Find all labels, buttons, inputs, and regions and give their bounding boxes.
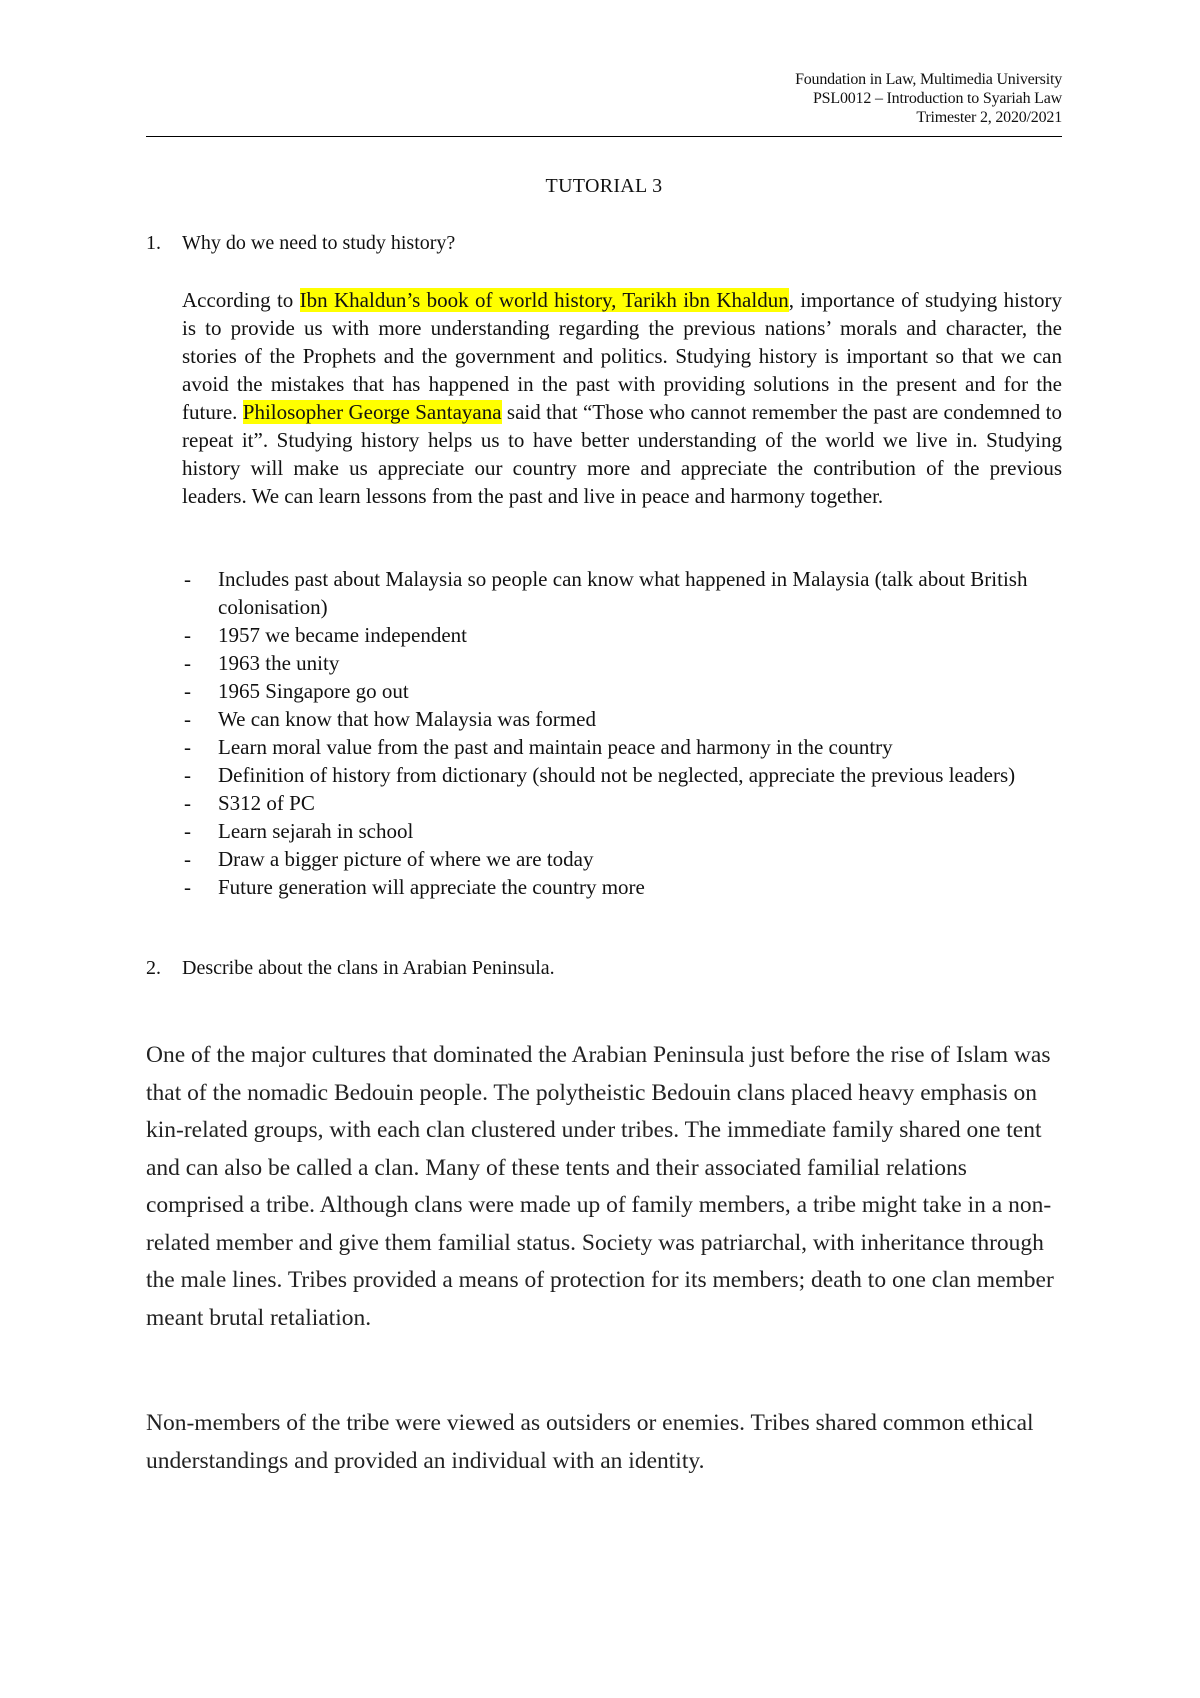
- list-item: [182, 733, 1062, 761]
- list-item-text: 1957 we became independent: [218, 623, 467, 647]
- list-item-text: Future generation will appreciate the country more: [218, 875, 645, 899]
- question-2-text: Describe about the clans in Arabian Peninsula.: [182, 957, 555, 979]
- answer-1-text: According to: [182, 288, 300, 312]
- bullet-dash: -: [184, 875, 191, 899]
- bullet-dash: -: [184, 623, 191, 647]
- highlight-santayana: Philosopher George Santayana: [242, 400, 502, 424]
- list-item: [182, 677, 1062, 705]
- answer-1-text: said that “Those who cannot remember the past are condemned to repeat it”. Studying history helps us to have better understanding of the world we live in. Studying history will make us appreciate our country more and appreciate the contribution of the previous leaders. We can learn lessons from the past and live in peace and harmony together.: [182, 400, 1062, 508]
- list-item: [182, 621, 1062, 649]
- list-item: [182, 649, 1062, 677]
- question-1-number: 1.: [146, 232, 161, 254]
- question-2-answer-paragraph-1: One of the major cultures that dominated the Arabian Peninsula just before the rise of Islam was that of the nomadic Bedouin people. The polytheistic Bedouin clans placed heavy emphasis on kin-related groups, with each clan clustered under tribes. The immediate family shared one tent and can also be called a clan. Many of these tents and their associated familial relations comprised a tribe. Although clans were made up of family members, a tribe might take in a non-related member and give them familial status. Society was patriarchal, with inheritance through the male lines. Tribes provided a means of protection for its members; death to one clan member meant brutal retaliation.: [146, 1042, 1054, 1331]
- list-item: [182, 705, 1062, 733]
- answer-1-text: , importance of studying history is to provide us with more understanding regarding the previous nations’ morals and character, the stories of the Prophets and the government and politics. Studying history is important so that we can avoid the mistakes that has happened in the past with providing solutions in the present and for the future.: [182, 288, 1062, 424]
- question-1-bullet-list: [182, 565, 1062, 901]
- question-1-text: Why do we need to study history?: [182, 232, 456, 254]
- bullet-dash: -: [184, 819, 191, 843]
- list-item-text: 1965 Singapore go out: [218, 679, 409, 703]
- question-2-answer-paragraph-2: Non-members of the tribe were viewed as outsiders or enemies. Tribes shared common ethical understandings and provided an individual with an identity.: [146, 1410, 1034, 1474]
- highlight-ibn-khaldun: Ibn Khaldun’s book of world history, Tarikh ibn Khaldun: [299, 288, 789, 312]
- page-title: TUTORIAL 3: [545, 175, 663, 197]
- bullet-dash: -: [184, 651, 191, 675]
- list-item-text: We can know that how Malaysia was formed: [218, 707, 596, 731]
- list-item: [182, 565, 1062, 621]
- list-item: [182, 873, 1062, 901]
- header-institution: Foundation in Law, Multimedia University: [795, 71, 1062, 88]
- list-item-text: S312 of PC: [218, 791, 315, 815]
- bullet-dash: -: [184, 791, 191, 815]
- list-item-text: Includes past about Malaysia so people can know what happened in Malaysia (talk about British colonisation): [218, 567, 1028, 619]
- question-2-number: 2.: [146, 957, 161, 979]
- list-item-text: 1963 the unity: [218, 651, 340, 675]
- list-item: [182, 761, 1062, 789]
- bullet-dash: -: [184, 679, 191, 703]
- bullet-dash: -: [184, 735, 191, 759]
- list-item: [182, 845, 1062, 873]
- header-trimester: Trimester 2, 2020/2021: [916, 109, 1062, 126]
- bullet-dash: -: [184, 707, 191, 731]
- bullet-dash: -: [184, 763, 191, 787]
- header-course: PSL0012 – Introduction to Syariah Law: [812, 90, 1062, 107]
- list-item: [182, 817, 1062, 845]
- header-rule: [146, 136, 1062, 137]
- list-item-text: Learn moral value from the past and maintain peace and harmony in the country: [218, 735, 893, 759]
- bullet-dash: -: [184, 567, 191, 591]
- list-item-text: Definition of history from dictionary (should not be neglected, appreciate the previous leaders): [218, 763, 1016, 787]
- list-item-text: Draw a bigger picture of where we are today: [218, 847, 594, 871]
- list-item: [182, 789, 1062, 817]
- document-header: [146, 70, 1062, 127]
- bullet-dash: -: [184, 847, 191, 871]
- list-item-text: Learn sejarah in school: [218, 819, 414, 843]
- question-1-answer: [182, 286, 1062, 510]
